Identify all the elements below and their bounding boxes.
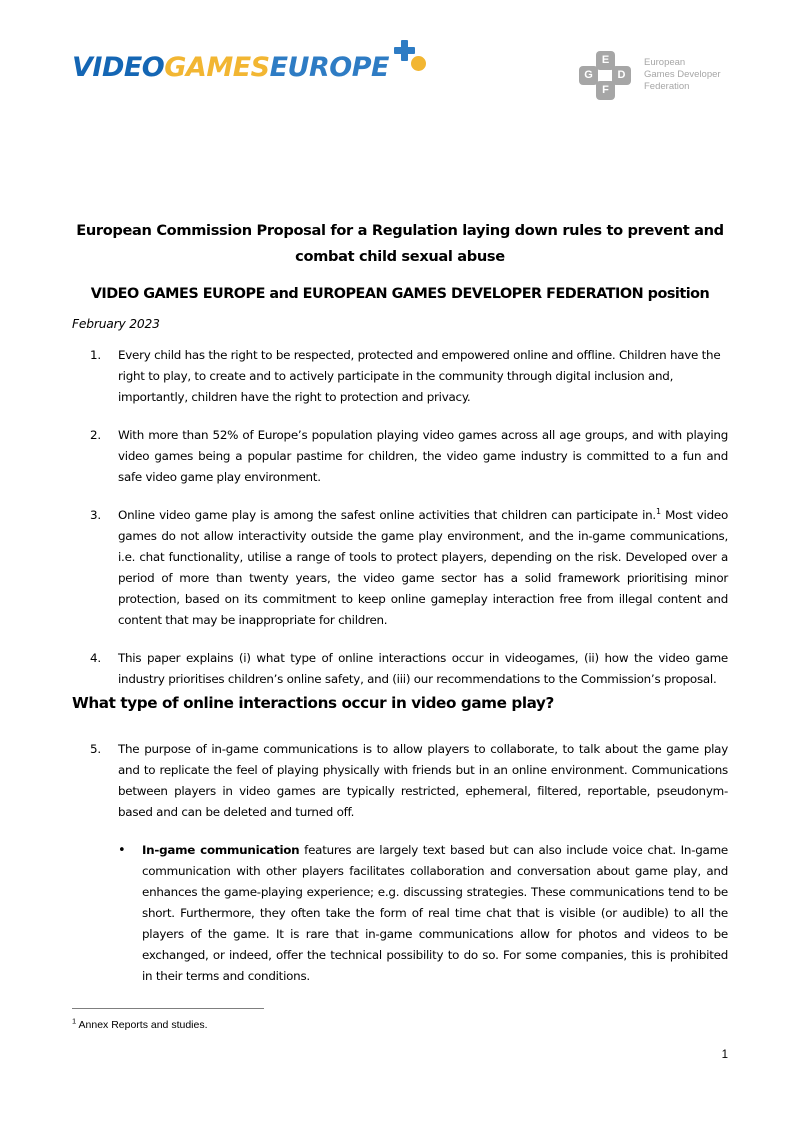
footnote-reference[interactable]: 1 [655,507,661,517]
egdf-logo [578,50,721,100]
footnote-separator [72,1008,264,1009]
section-heading: What type of online interactions occur in video game play? [72,694,554,712]
vge-plus-dot-icon [387,40,429,74]
vge-yellow-dot [411,56,426,71]
egdf-letter-e: E [596,51,615,70]
list-item [0,505,800,631]
list-item-number: 2. [90,428,101,442]
list-item-number: 4. [90,651,101,665]
video-games-europe-logo [72,54,429,81]
egdf-letter-d: D [612,66,631,85]
vge-word-games: GAMES [164,52,270,83]
egdf-letter-f: F [596,81,615,100]
intro-paragraphs [0,345,800,707]
list-item [0,345,800,408]
section-body [0,739,800,987]
list-item-text: The purpose of in-game communications is to allow players to collaborate, to talk about the game play and to replicate the feel of playing physically with friends but in an online environment. Communications between players in video games are typically restricted, ephemeral, filtered, reportable, pseudonym-based and can be deleted and turned off. [118,742,728,819]
list-item-text [118,505,800,631]
numbered-list [0,345,800,690]
list-item [0,648,800,690]
list-item-number: 3. [90,508,101,522]
list-item-text: Every child has the right to be respected, protected and empowered online and offline. Children have the right to play, to create and to actively participate in the community through digital inclusion and, importantly, children have the right to protection and privacy. [118,348,721,404]
list-item-text-after-footnote: Most video games do not allow interactivity outside the game play environment, and the in-game communications, i.e. chat functionality, utilise a range of tools to protect players, depending on the risk. Developed over a period of more than twenty years, the video game sector has a solid framework prioritising minor protection, based on its commitment to keep online gameplay interaction free from illegal content and content that may be inappropriate for children. [118,508,728,627]
list-item-text-before-footnote: Online video game play is among the safest online activities that children can participate in. [118,508,656,522]
egdf-logo-text [644,57,721,93]
egdf-text-line-3: Federation [644,81,690,92]
egdf-text-line-1: European [644,57,686,68]
page-header [0,42,800,112]
vge-word-europe: EUROPE [269,52,389,83]
list-item [0,739,800,823]
document-subtitle: VIDEO GAMES EUROPE and EUROPEAN GAMES DEVELOPER FEDERATION position [90,286,710,302]
footnote-text: Annex Reports and studies. [76,1019,208,1031]
vge-plus-horizontal-bar [394,47,415,54]
egdf-text-line-2: Games Developer [644,69,721,80]
list-item [0,840,800,987]
bullet-item-lead: In-game communication [142,843,300,857]
bullet-marker-icon: • [118,843,126,858]
egdf-letter-g: G [579,66,598,85]
page-number: 1 [721,1049,728,1061]
list-item [0,425,800,488]
vge-wordmark [72,54,389,81]
list-item-text: This paper explains (i) what type of online interactions occur in videogames, (ii) how the video game industry prioritises children’s online safety, and (iii) our recommendations to the Commission’s proposal. [118,651,728,686]
numbered-list-continued [0,739,800,823]
footnote-marker: 1 [72,1016,77,1026]
footnote [72,1018,208,1032]
list-item-number: 1. [90,348,101,362]
document-title: European Commission Proposal for a Regulation laying down rules to prevent and combat child sexual abuse [76,222,724,265]
list-item-text: With more than 52% of Europe’s population playing video games across all age groups, and with playing video games being a popular pastime for children, the video game industry is committed to a fun and safe video game play environment. [118,428,728,484]
bullet-list [0,840,800,987]
bullet-item-body: features are largely text based but can also include voice chat. In-game communication with other players facilitates collaboration and conversation about game play, and enhances the game-playing experience; e.g. discussing strategies. These communications tend to be short. Furthermore, they often take the form of real time chat that is visible (or audible) to all the players of the game. It is rare that in-game communications allow for photos and videos to be exchanged, or indeed, offer the technical possibility to do so. For some companies, this is prohibited in their terms and conditions. [142,843,728,983]
egdf-dpad-icon [578,50,632,100]
bullet-item-text [142,840,800,987]
list-item-number: 5. [90,742,101,756]
vge-word-video: VIDEO [72,52,165,83]
document-date: February 2023 [72,317,160,331]
